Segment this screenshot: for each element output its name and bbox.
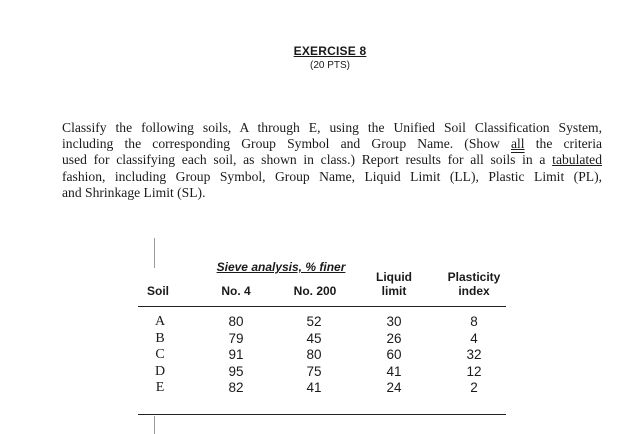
soil-table	[130, 250, 510, 420]
no200-e: 41	[306, 380, 322, 395]
liquid-c: 60	[386, 347, 402, 362]
column-soil	[148, 314, 172, 397]
no200-a: 52	[306, 314, 322, 329]
pi-c: 32	[466, 347, 482, 362]
instructions-line-1: Classify the following soils, A through E, using the Unified Soil Classification System,	[62, 120, 602, 135]
header-liquid-line2: limit	[381, 284, 407, 298]
instructions-line-4: fashion, including Group Symbol, Group Name, Liquid Limit (LL), Plastic Limit (PL),	[62, 168, 602, 184]
pi-a: 8	[470, 314, 478, 329]
no4-a: 80	[228, 314, 244, 329]
soil-c: C	[155, 347, 165, 362]
soil-b: B	[155, 330, 165, 346]
header-no200: No. 200	[293, 284, 337, 298]
exercise-points: (20 PTS)	[309, 60, 350, 71]
instructions-paragraph	[62, 120, 602, 201]
soil-d: D	[154, 363, 166, 379]
pi-e: 2	[470, 380, 478, 395]
no200-d: 75	[306, 363, 322, 379]
pi-d: 12	[466, 363, 482, 379]
no4-b: 79	[228, 330, 244, 346]
no200-c: 80	[306, 347, 322, 362]
bottom-rule	[138, 414, 506, 415]
header-liquid-limit	[364, 270, 424, 298]
liquid-d: 41	[386, 363, 402, 379]
soil-a: A	[154, 314, 166, 329]
exercise-title: EXERCISE 8	[293, 44, 367, 58]
pi-b: 4	[470, 330, 478, 346]
instructions-line-3-a: used for classifying each soil, as shown in class.) Report results for all soils in a	[62, 152, 553, 168]
header-liquid-line1: Liquid	[376, 270, 412, 284]
instructions-line-2	[62, 136, 602, 152]
liquid-a: 30	[386, 314, 402, 329]
no4-d: 95	[228, 363, 244, 379]
instructions-line-3	[62, 152, 602, 168]
no200-b: 45	[306, 330, 322, 346]
instructions-line-2-a: including the corresponding Group Symbol and Group Name. (Show	[62, 136, 511, 152]
header-no4: No. 4	[221, 284, 251, 298]
header-plasticity-line2: index	[458, 284, 490, 298]
header-soil: Soil	[146, 284, 169, 298]
header-rule	[138, 306, 506, 307]
emphasis-all: all	[510, 136, 525, 152]
header-plasticity-line1: Plasticity	[447, 270, 501, 284]
sieve-analysis-header: Sieve analysis, % finer	[216, 260, 346, 274]
emphasis-tabulated: tabulated	[552, 152, 602, 168]
liquid-e: 24	[386, 380, 402, 395]
column-no4	[218, 314, 254, 397]
column-liquid-limit	[376, 314, 412, 397]
column-no200	[296, 314, 332, 397]
no4-e: 82	[228, 380, 244, 395]
exercise-header	[240, 44, 420, 71]
header-plasticity-index	[436, 270, 512, 298]
instructions-line-5: and Shrinkage Limit (SL).	[62, 184, 206, 200]
column-plasticity-index	[456, 314, 492, 397]
no4-c: 91	[228, 347, 244, 362]
soil-e: E	[155, 380, 165, 395]
instructions-line-2-b: the criteria	[524, 136, 603, 152]
liquid-b: 26	[386, 330, 402, 346]
